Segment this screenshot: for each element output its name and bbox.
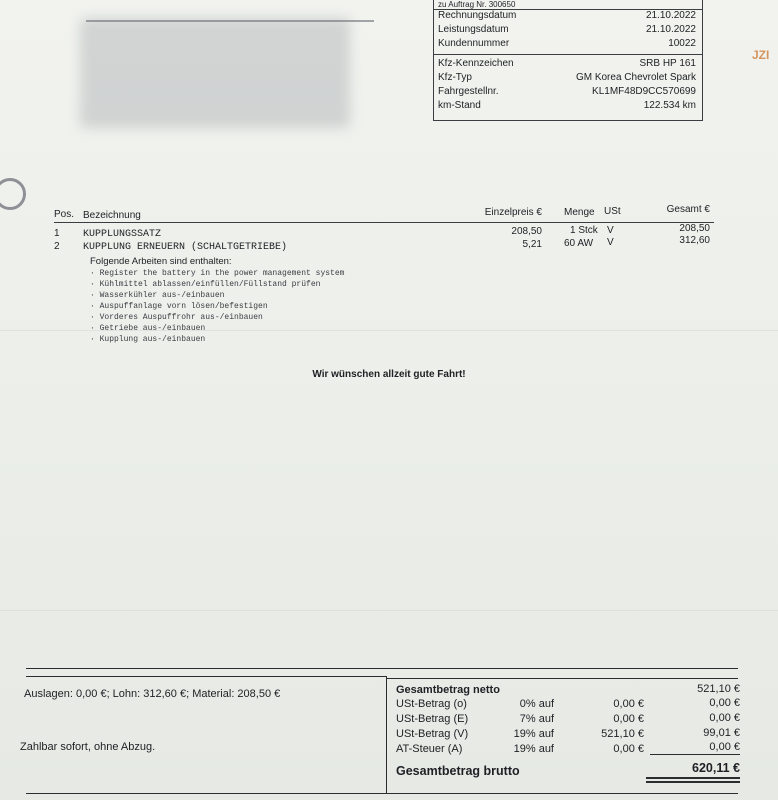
col-tax: USt [604,206,621,217]
work-item: · Wasserkühler aus-/einbauen [90,291,225,300]
mileage-row [438,100,696,111]
work-item: · Register the battery in the power management system [90,269,345,278]
tax-label: USt-Betrag (V) [396,728,469,740]
order-number: zu Auftrag Nr. 300650 [438,0,516,9]
mileage-value: 122.534 km [643,100,696,111]
footer-left-rule [26,676,386,677]
tax-rate: 19% auf [513,743,554,755]
gross-total-label: Gesamtbetrag brutto [396,764,520,778]
vin-row [438,86,696,97]
service-date-label: Leistungsdatum [438,24,509,35]
invoice-date-value: 21.10.2022 [645,10,696,21]
tax-label: AT-Steuer (A) [396,743,463,755]
footer-divider [386,676,387,794]
greeting-text: Wir wünschen allzeit gute Fahrt! [312,369,466,380]
plate-label: Kfz-Kennzeichen [438,58,514,69]
row-total: 312,60 [679,235,710,246]
tax-amount: 0,00 € [709,697,740,709]
address-rule [86,20,374,22]
row-description: KUPPLUNG ERNEUERN (SCHALTGETRIEBE) [83,242,288,253]
binder-ring-icon [0,178,26,210]
gross-total-value: 620,11 € [692,761,740,775]
tax-amount: 0,00 € [709,741,740,753]
tax-rate: 0% auf [519,698,554,710]
vehicle-type-label: Kfz-Typ [438,72,472,83]
vehicle-type-row [438,72,696,83]
edge-mark: JZI [752,48,770,62]
col-unit-price: Einzelpreis € [484,207,542,218]
row-pos: 1 [54,228,60,239]
tax-label: USt-Betrag (E) [396,713,469,725]
col-total: Gesamt € [666,204,710,215]
included-work-title: Folgende Arbeiten sind enthalten: [90,256,232,267]
work-item: · Vorderes Auspuffrohr aus-/einbauen [90,313,263,322]
vin-value: KL1MF48D9CC570699 [592,86,696,97]
paper-fold [0,610,778,611]
tax-label: USt-Betrag (o) [396,698,467,710]
sum-rule [650,754,740,755]
customer-number-label: Kundennummer [438,38,510,49]
plate-value: SRB HP 161 [639,58,696,69]
customer-number-value: 10022 [668,38,696,49]
tax-base: 0,00 € [613,713,644,725]
row-pos: 2 [54,241,60,252]
service-date-value: 21.10.2022 [645,24,696,35]
work-item: · Auspuffanlage vorn lösen/befestigen [90,302,268,311]
vin-label: Fahrgestellnr. [438,86,499,97]
row-unit-price: 208,50 [511,226,542,237]
tax-base: 521,10 € [601,728,644,740]
col-quantity: Menge [564,207,595,218]
tax-rate: 19% auf [513,728,554,740]
row-quantity: 60 AW [564,238,594,249]
footer-bottom-rule [26,793,738,794]
invoice-date-row [438,10,696,21]
service-date-row [438,24,696,35]
info-divider [434,54,702,55]
total-double-rule [646,777,740,779]
work-item: · Kupplung aus-/einbauen [90,335,206,344]
total-double-rule [646,781,740,783]
col-pos: Pos. [54,209,75,220]
mileage-label: km-Stand [438,100,481,111]
invoice-date-label: Rechnungsdatum [438,10,517,21]
vehicle-type-value: GM Korea Chevrolet Spark [575,72,696,83]
row-tax: V [607,237,614,248]
table-header [54,204,714,223]
cost-breakdown: Auslagen: 0,00 €; Lohn: 312,60 €; Material: 208,50 € [24,688,281,700]
work-item: · Getriebe aus-/einbauen [90,324,206,333]
redacted-address [80,18,350,128]
footer-right-rule [386,678,738,679]
tax-base: 0,00 € [613,698,644,710]
tax-rate: 7% auf [519,713,554,725]
row-quantity: 1 Stck [570,225,598,236]
row-tax: V [607,225,614,236]
payment-terms: Zahlbar sofort, ohne Abzug. [20,741,156,753]
invoice-info-box [433,0,703,121]
row-total: 208,50 [679,223,710,234]
row-description: KUPPLUNGSSATZ [83,229,162,240]
tax-amount: 0,00 € [709,712,740,724]
row-unit-price: 5,21 [522,239,542,250]
work-item: · Kühlmittel ablassen/einfüllen/Füllstand prüfen [90,280,321,289]
tax-amount: 99,01 € [703,727,740,739]
net-total-value: 521,10 € [697,683,740,695]
col-description: Bezeichnung [83,210,141,221]
tax-base: 0,00 € [613,743,644,755]
net-total-label: Gesamtbetrag netto [396,684,500,696]
footer-top-rule [26,668,738,669]
customer-number-row [438,38,696,49]
plate-row [438,58,696,69]
